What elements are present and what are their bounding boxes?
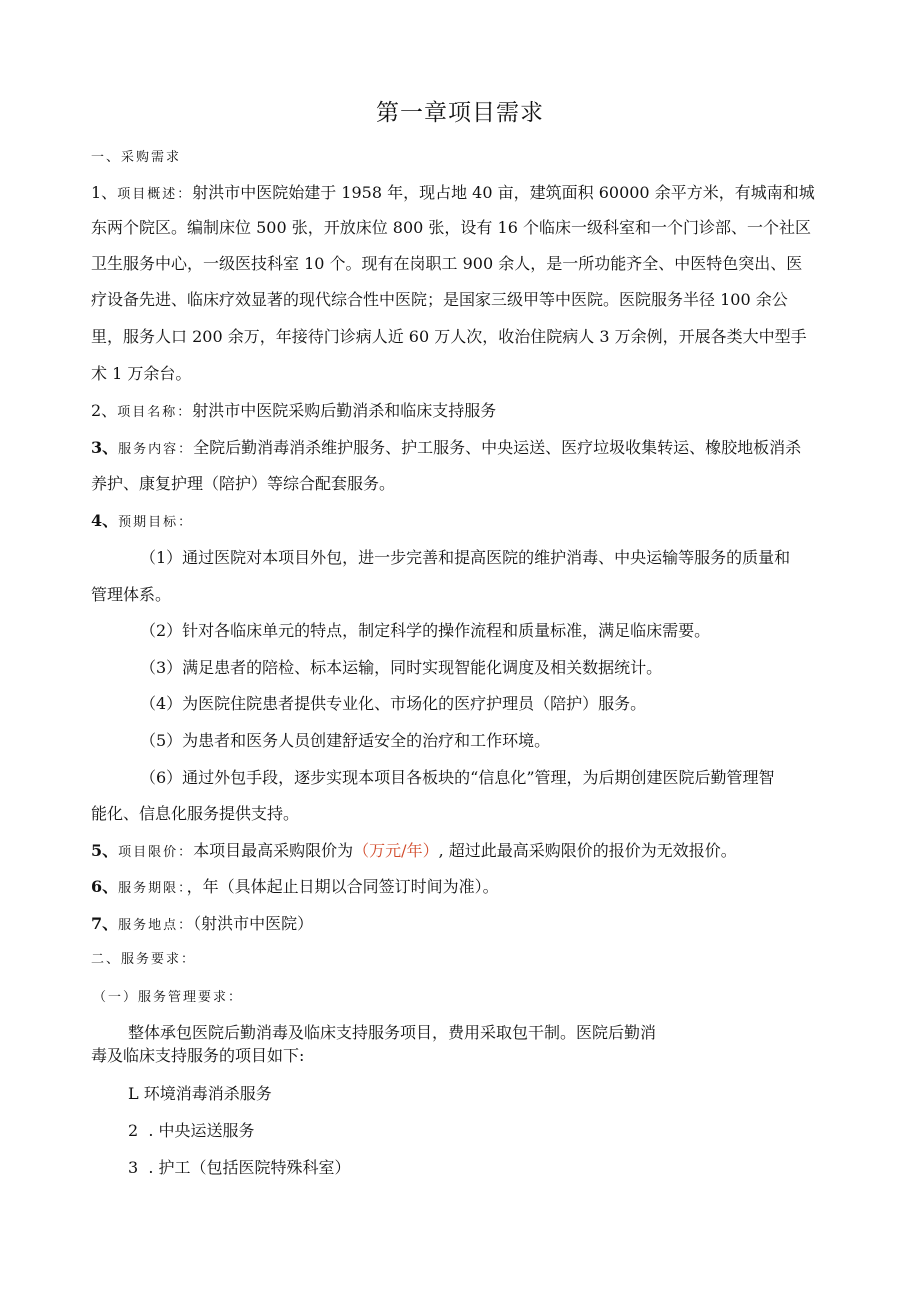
item-3-line-1 bbox=[91, 437, 801, 461]
item-7-text: （射洪市中医院） bbox=[193, 914, 314, 933]
item-5-text-post: , 超过此最高采购限价的报价为无效报价。 bbox=[438, 841, 737, 860]
item-1-line-2: 东两个院区。编制床位 500 张，开放床位 800 张，设有 16 个临床一级科室和一个门诊部、一个社区 bbox=[91, 218, 811, 237]
service-list-item-1: L 环境消毒消杀服务 bbox=[128, 1084, 272, 1103]
item-1-line-5: 里，服务人口 200 余万，年接待门诊病人近 60 万人次，收治住院病人 3 万余例，开展各类大中型手 bbox=[91, 327, 807, 346]
item-5-text-pre: 本项目最高采购限价为 bbox=[193, 841, 354, 860]
item-3-number: 3、 bbox=[91, 438, 119, 457]
item-5-number: 5、 bbox=[91, 841, 119, 860]
item-2-text: 射洪市中医院采购后勤消杀和临床支持服务 bbox=[192, 401, 497, 420]
goal-6-line-2: 能化、信息化服务提供支持。 bbox=[91, 804, 300, 823]
item-2-label: 项目名称： bbox=[117, 405, 193, 420]
service-list-item-3: 3 . 护工（包括医院特殊科室） bbox=[128, 1158, 351, 1177]
body-paragraph-line-2: 毒及临床支持服务的项目如下: bbox=[91, 1046, 305, 1065]
section-heading-procurement: 一、采购需求 bbox=[91, 150, 182, 165]
item-1-line-3: 卫生服务中心，一级医技科室 10 个。现有在岗职工 900 余人，是一所功能齐全、中医特色突出、医 bbox=[91, 254, 803, 273]
item-5 bbox=[91, 840, 737, 864]
chapter-title: 第一章项目需求 bbox=[376, 100, 544, 126]
item-1-line-1 bbox=[91, 182, 815, 206]
body-paragraph-line-1: 整体承包医院后勤消毒及临床支持服务项目，费用采取包干制。医院后勤消 bbox=[128, 1023, 657, 1042]
goal-2: （2）针对各临床单元的特点，制定科学的操作流程和质量标准，满足临床需要。 bbox=[140, 621, 711, 640]
item-5-price-unit: （万元/年） bbox=[353, 841, 439, 860]
item-1-number: 1、 bbox=[91, 183, 118, 202]
goal-5: （5）为患者和医务人员创建舒适安全的治疗和工作环境。 bbox=[140, 731, 551, 750]
item-7-label: 服务地点： bbox=[118, 918, 194, 933]
item-4 bbox=[91, 510, 193, 534]
item-3-label: 服务内容： bbox=[118, 442, 194, 457]
item-1-label: 项目概述： bbox=[117, 187, 193, 202]
item-7-number: 7、 bbox=[91, 914, 119, 933]
item-6-text: ，年（具体起止日期以合同签订时间为准）。 bbox=[186, 877, 499, 896]
goal-6-line-1: （6）通过外包手段，逐步实现本项目各板块的“信息化”管理，为后期创建医院后勤管理智 bbox=[140, 768, 775, 787]
item-1-line-6: 术 1 万余台。 bbox=[91, 364, 192, 383]
item-4-label: 预期目标： bbox=[118, 515, 194, 530]
item-2 bbox=[91, 400, 496, 424]
subsection-heading-management: （一）服务管理要求： bbox=[93, 990, 244, 1005]
item-5-label: 项目限价： bbox=[118, 845, 194, 860]
item-3-line-2: 养护、康复护理（陪护）等综合配套服务。 bbox=[91, 474, 396, 493]
item-1-text: 射洪市中医院始建于 1958 年，现占地 40 亩，建筑面积 60000 余平方米，有城南和城 bbox=[192, 183, 815, 202]
goal-1-line-1: （1）通过医院对本项目外包，进一步完善和提高医院的维护消毒、中央运输等服务的质量和 bbox=[140, 548, 791, 567]
item-6-label: 服务期限： bbox=[118, 881, 187, 896]
item-3-text: 全院后勤消毒消杀维护服务、护工服务、中央运送、医疗垃圾收集转运、橡胶地板消杀 bbox=[193, 438, 802, 457]
section-heading-service-requirements: 二、服务要求： bbox=[91, 952, 197, 967]
item-7 bbox=[91, 913, 313, 937]
service-list-item-2: 2 . 中央运送服务 bbox=[128, 1121, 255, 1140]
item-6 bbox=[91, 876, 499, 900]
item-6-number: 6、 bbox=[91, 877, 119, 896]
goal-1-line-2: 管理体系。 bbox=[91, 585, 172, 604]
item-2-number: 2、 bbox=[91, 401, 118, 420]
goal-4: （4）为医院住院患者提供专业化、市场化的医疗护理员（陪护）服务。 bbox=[140, 694, 647, 713]
item-1-line-4: 疗设备先进、临床疗效显著的现代综合性中医院；是国家三级甲等中医院。医院服务半径 100 余公 bbox=[91, 290, 788, 309]
goal-3: （3）满足患者的陪检、标本运输，同时实现智能化调度及相关数据统计。 bbox=[140, 658, 663, 677]
item-4-number: 4、 bbox=[91, 511, 119, 530]
